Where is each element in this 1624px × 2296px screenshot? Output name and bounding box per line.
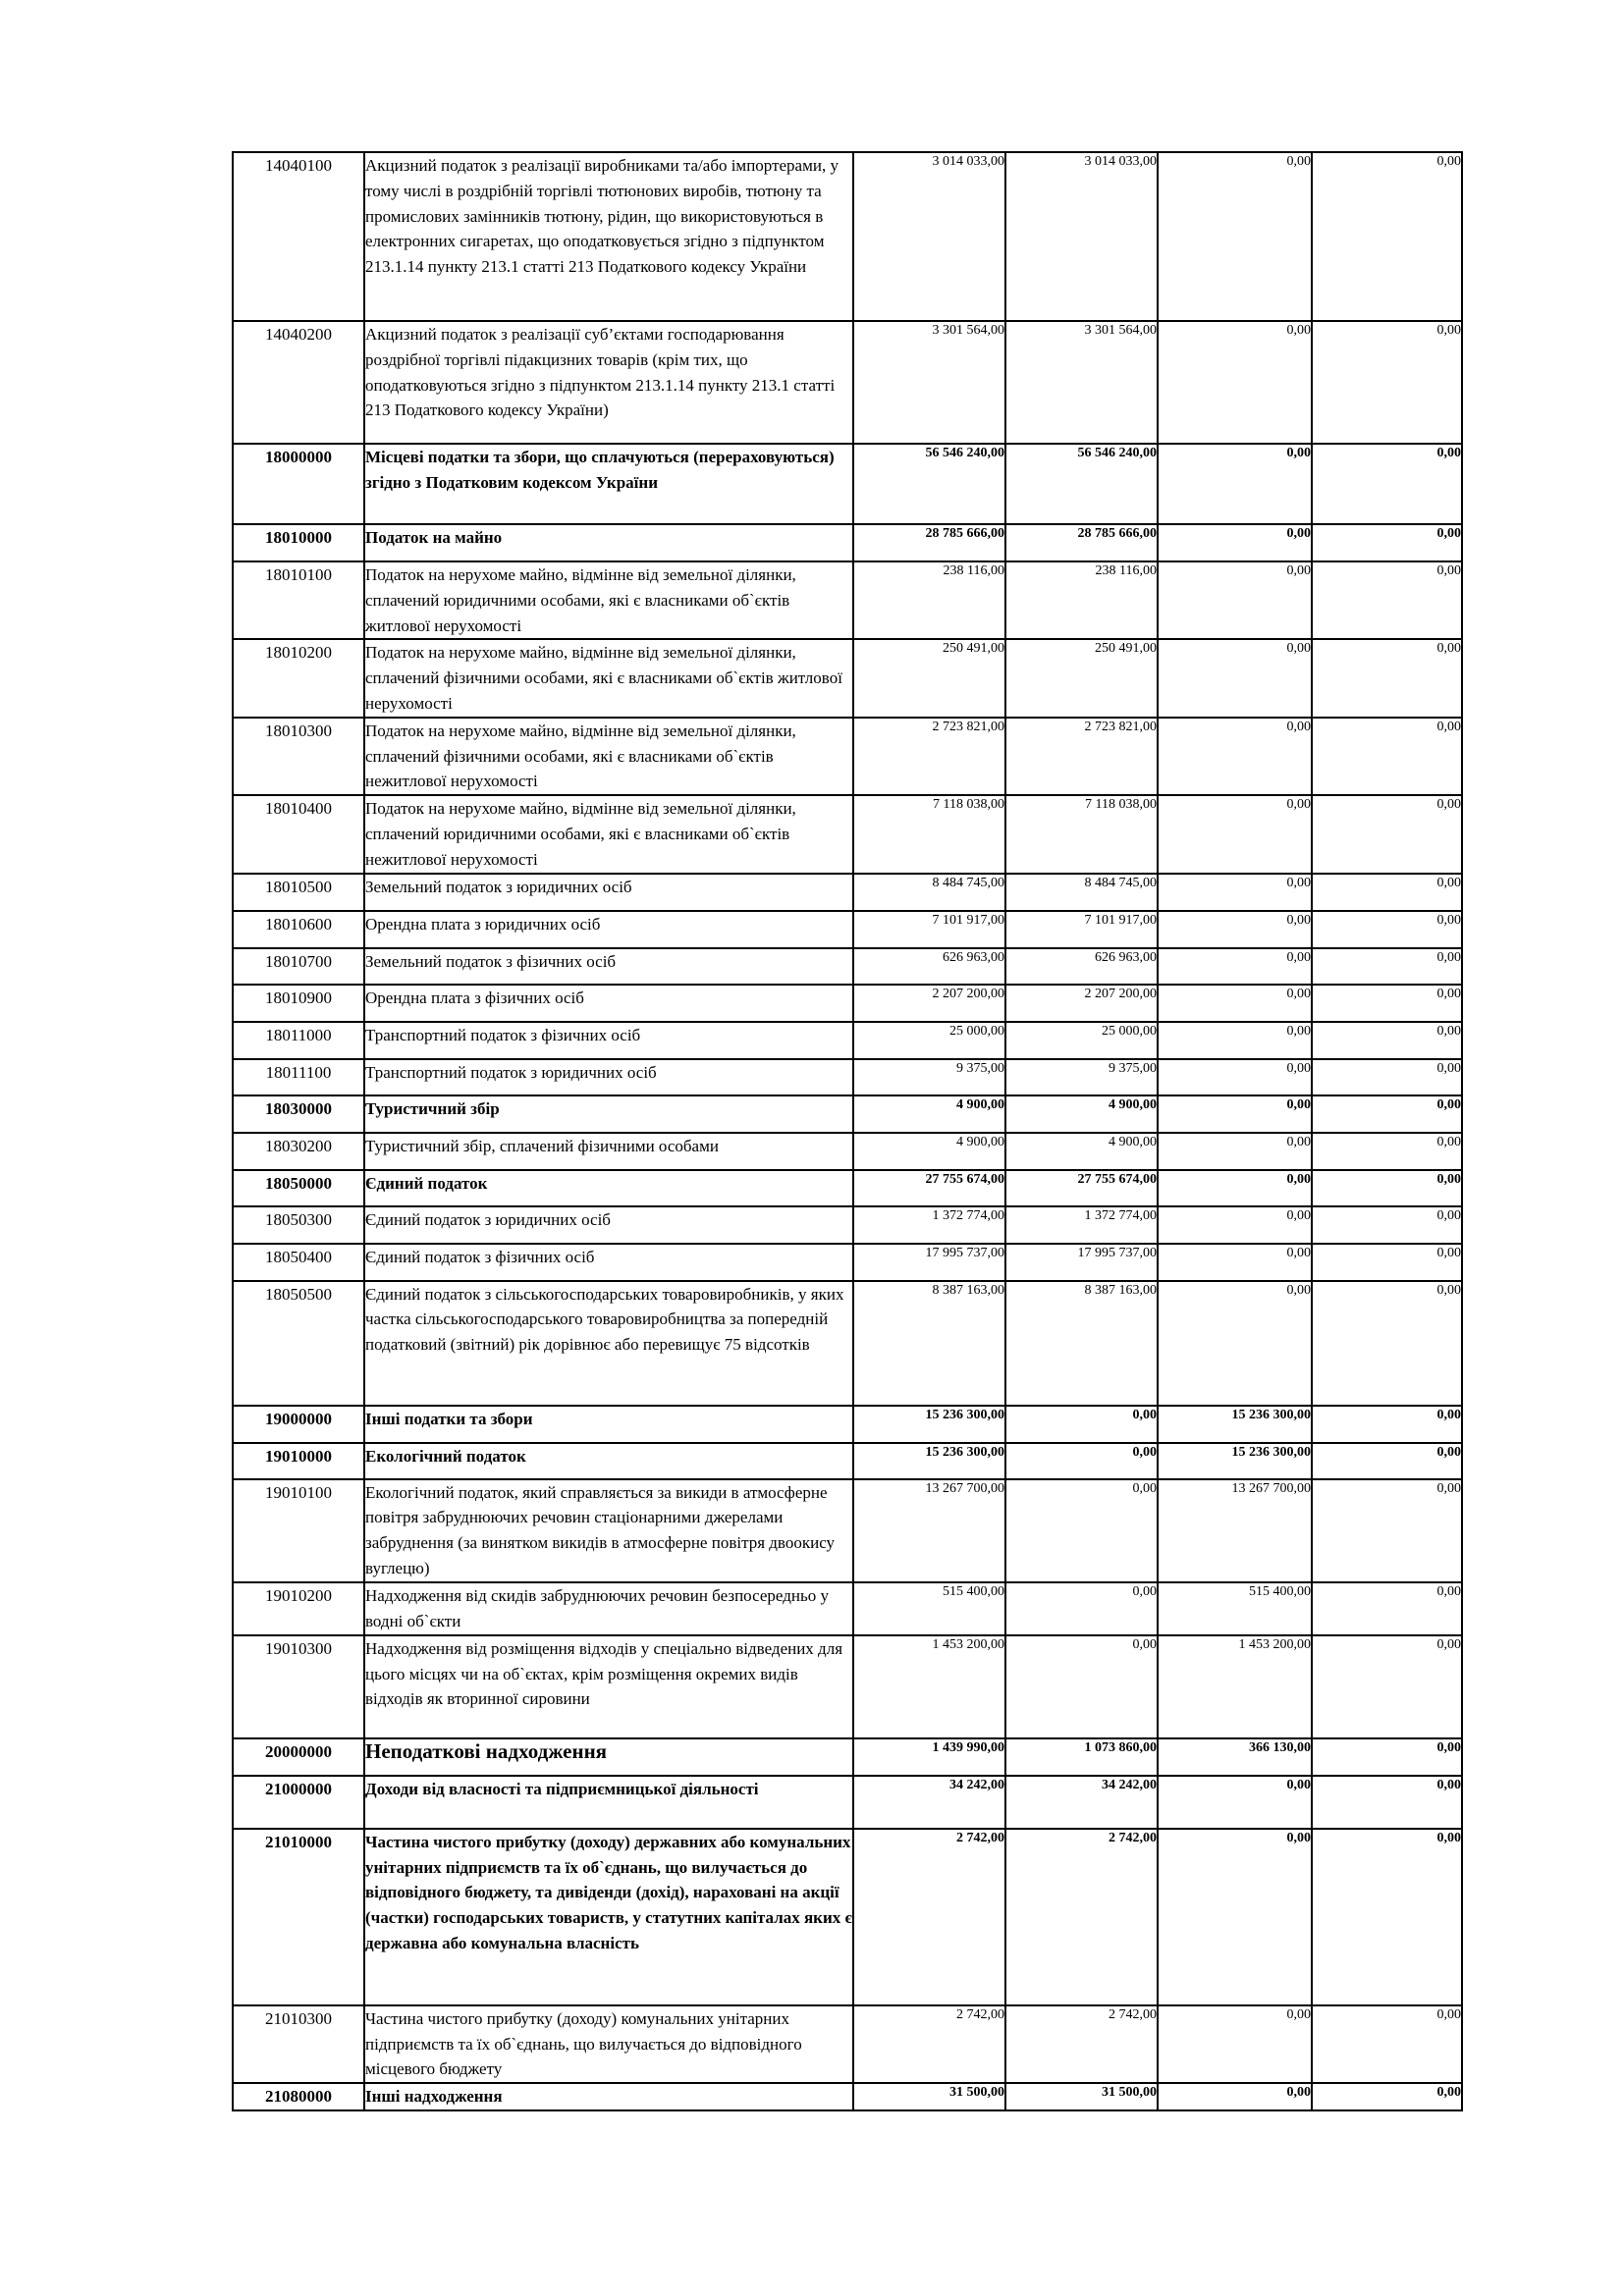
table-row — [233, 874, 1462, 911]
table-row — [233, 561, 1462, 639]
row-code: 21010300 — [233, 2005, 364, 2083]
row-total: 8 387 163,00 — [853, 1281, 1005, 1406]
row-total: 626 963,00 — [853, 948, 1005, 985]
row-special-fund: 0,00 — [1158, 152, 1312, 321]
budget-page — [232, 151, 1463, 2111]
row-development-budget: 0,00 — [1312, 1443, 1462, 1479]
row-total: 1 372 774,00 — [853, 1206, 1005, 1244]
row-name: Єдиний податок з фізичних осіб — [364, 1244, 853, 1281]
row-name: Акцизний податок з реалізації виробниками та/або імпортерами, у тому числі в роздрібній торгівлі тютюнових виробів, тютюну та промислових замінників тютюну, рідин, що використовуються в електронних сигаретах, що оподатковується згідно з підпунктом 213.1.14 пункту 213.1 статті 213 Податкового кодексу України — [364, 152, 853, 321]
row-development-budget: 0,00 — [1312, 1738, 1462, 1776]
row-code: 18010500 — [233, 874, 364, 911]
row-code: 14040200 — [233, 321, 364, 444]
row-development-budget: 0,00 — [1312, 152, 1462, 321]
table-row — [233, 524, 1462, 561]
row-general-fund: 2 207 200,00 — [1005, 985, 1158, 1022]
row-code: 18000000 — [233, 444, 364, 524]
row-general-fund: 56 546 240,00 — [1005, 444, 1158, 524]
row-total: 2 207 200,00 — [853, 985, 1005, 1022]
row-name: Інші податки та збори — [364, 1406, 853, 1443]
table-row — [233, 1244, 1462, 1281]
row-development-budget: 0,00 — [1312, 524, 1462, 561]
row-development-budget: 0,00 — [1312, 2083, 1462, 2110]
row-development-budget: 0,00 — [1312, 561, 1462, 639]
row-special-fund: 0,00 — [1158, 1095, 1312, 1133]
row-special-fund: 15 236 300,00 — [1158, 1443, 1312, 1479]
row-development-budget: 0,00 — [1312, 1635, 1462, 1738]
row-name: Транспортний податок з фізичних осіб — [364, 1022, 853, 1059]
row-code: 18050300 — [233, 1206, 364, 1244]
row-development-budget: 0,00 — [1312, 1206, 1462, 1244]
row-development-budget: 0,00 — [1312, 639, 1462, 717]
row-special-fund: 0,00 — [1158, 1133, 1312, 1170]
row-special-fund: 0,00 — [1158, 948, 1312, 985]
row-general-fund: 2 723 821,00 — [1005, 718, 1158, 795]
row-name: Місцеві податки та збори, що сплачуються (перераховуються) згідно з Податковим кодексом України — [364, 444, 853, 524]
table-row — [233, 1635, 1462, 1738]
row-code: 18011000 — [233, 1022, 364, 1059]
row-total: 17 995 737,00 — [853, 1244, 1005, 1281]
row-code: 18030000 — [233, 1095, 364, 1133]
row-development-budget: 0,00 — [1312, 1479, 1462, 1582]
row-general-fund: 0,00 — [1005, 1479, 1158, 1582]
row-special-fund: 0,00 — [1158, 524, 1312, 561]
row-code: 14040100 — [233, 152, 364, 321]
row-development-budget: 0,00 — [1312, 1059, 1462, 1095]
row-total: 15 236 300,00 — [853, 1406, 1005, 1443]
row-total: 7 118 038,00 — [853, 795, 1005, 873]
table-row — [233, 1059, 1462, 1095]
row-development-budget: 0,00 — [1312, 444, 1462, 524]
row-code: 21080000 — [233, 2083, 364, 2110]
table-row — [233, 985, 1462, 1022]
row-code: 20000000 — [233, 1738, 364, 1776]
table-row — [233, 152, 1462, 321]
table-row — [233, 1829, 1462, 2005]
row-name: Екологічний податок, який справляється за викиди в атмосферне повітря забруднюючих речовин стаціонарними джерелами забруднення (за винятком викидів в атмосферне повітря двоокису вуглецю) — [364, 1479, 853, 1582]
row-name: Туристичний збір — [364, 1095, 853, 1133]
row-name: Єдиний податок — [364, 1170, 853, 1206]
row-general-fund: 0,00 — [1005, 1406, 1158, 1443]
row-total: 1 453 200,00 — [853, 1635, 1005, 1738]
row-total: 2 723 821,00 — [853, 718, 1005, 795]
row-total: 1 439 990,00 — [853, 1738, 1005, 1776]
row-total: 34 242,00 — [853, 1776, 1005, 1829]
row-total: 15 236 300,00 — [853, 1443, 1005, 1479]
row-development-budget: 0,00 — [1312, 795, 1462, 873]
row-total: 31 500,00 — [853, 2083, 1005, 2110]
row-development-budget: 0,00 — [1312, 1406, 1462, 1443]
row-total: 13 267 700,00 — [853, 1479, 1005, 1582]
table-row — [233, 718, 1462, 795]
row-name: Екологічний податок — [364, 1443, 853, 1479]
row-general-fund: 7 101 917,00 — [1005, 911, 1158, 948]
row-total: 3 301 564,00 — [853, 321, 1005, 444]
row-general-fund: 8 387 163,00 — [1005, 1281, 1158, 1406]
row-code: 21000000 — [233, 1776, 364, 1829]
row-code: 18050000 — [233, 1170, 364, 1206]
row-total: 4 900,00 — [853, 1095, 1005, 1133]
row-development-budget: 0,00 — [1312, 1776, 1462, 1829]
row-total: 27 755 674,00 — [853, 1170, 1005, 1206]
row-special-fund: 0,00 — [1158, 1829, 1312, 2005]
row-general-fund: 1 372 774,00 — [1005, 1206, 1158, 1244]
table-row — [233, 1022, 1462, 1059]
table-row — [233, 2005, 1462, 2083]
row-name: Орендна плата з фізичних осіб — [364, 985, 853, 1022]
row-special-fund: 0,00 — [1158, 1170, 1312, 1206]
row-general-fund: 25 000,00 — [1005, 1022, 1158, 1059]
row-development-budget: 0,00 — [1312, 321, 1462, 444]
row-code: 18010400 — [233, 795, 364, 873]
row-name: Орендна плата з юридичних осіб — [364, 911, 853, 948]
row-special-fund: 0,00 — [1158, 639, 1312, 717]
table-row — [233, 321, 1462, 444]
row-general-fund: 8 484 745,00 — [1005, 874, 1158, 911]
table-row — [233, 1206, 1462, 1244]
row-name: Земельний податок з фізичних осіб — [364, 948, 853, 985]
row-total: 8 484 745,00 — [853, 874, 1005, 911]
row-special-fund: 0,00 — [1158, 718, 1312, 795]
row-general-fund: 4 900,00 — [1005, 1133, 1158, 1170]
row-code: 18050500 — [233, 1281, 364, 1406]
row-special-fund: 0,00 — [1158, 985, 1312, 1022]
row-name: Земельний податок з юридичних осіб — [364, 874, 853, 911]
row-total: 4 900,00 — [853, 1133, 1005, 1170]
row-general-fund: 2 742,00 — [1005, 2005, 1158, 2083]
row-general-fund: 626 963,00 — [1005, 948, 1158, 985]
row-development-budget: 0,00 — [1312, 911, 1462, 948]
row-total: 250 491,00 — [853, 639, 1005, 717]
row-code: 19010300 — [233, 1635, 364, 1738]
table-row — [233, 639, 1462, 717]
row-special-fund: 1 453 200,00 — [1158, 1635, 1312, 1738]
row-total: 3 014 033,00 — [853, 152, 1005, 321]
row-development-budget: 0,00 — [1312, 1829, 1462, 2005]
row-general-fund: 17 995 737,00 — [1005, 1244, 1158, 1281]
row-development-budget: 0,00 — [1312, 1244, 1462, 1281]
row-name: Податок на нерухоме майно, відмінне від земельної ділянки, сплачений юридичними особами, які є власниками об`єктів житлової нерухомості — [364, 561, 853, 639]
row-total: 9 375,00 — [853, 1059, 1005, 1095]
row-development-budget: 0,00 — [1312, 948, 1462, 985]
row-code: 18010600 — [233, 911, 364, 948]
row-general-fund: 34 242,00 — [1005, 1776, 1158, 1829]
row-code: 19010000 — [233, 1443, 364, 1479]
revenue-table — [232, 151, 1463, 2111]
row-development-budget: 0,00 — [1312, 1170, 1462, 1206]
row-name: Акцизний податок з реалізації суб’єктами господарювання роздрібної торгівлі підакцизних товарів (крім тих, що оподатковуються згідно з підпунктом 213.1.14 пункту 213.1 статті 213 Податкового кодексу України) — [364, 321, 853, 444]
row-special-fund: 0,00 — [1158, 911, 1312, 948]
row-name: Податок на нерухоме майно, відмінне від земельної ділянки, сплачений юридичними особами, які є власниками об`єктів нежитлової нерухомості — [364, 795, 853, 873]
row-special-fund: 0,00 — [1158, 1244, 1312, 1281]
row-special-fund: 0,00 — [1158, 444, 1312, 524]
row-name: Транспортний податок з юридичних осіб — [364, 1059, 853, 1095]
row-name: Надходження від розміщення відходів у спеціально відведених для цього місцях чи на об`єктах, крім розміщення окремих видів відходів як вторинної сировини — [364, 1635, 853, 1738]
row-special-fund: 0,00 — [1158, 2083, 1312, 2110]
row-general-fund: 7 118 038,00 — [1005, 795, 1158, 873]
row-development-budget: 0,00 — [1312, 985, 1462, 1022]
row-name: Надходження від скидів забруднюючих речовин безпосередньо у водні об`єкти — [364, 1582, 853, 1635]
table-row — [233, 444, 1462, 524]
row-special-fund: 0,00 — [1158, 1206, 1312, 1244]
row-name: Податок на нерухоме майно, відмінне від земельної ділянки, сплачений фізичними особами, які є власниками об`єктів житлової нерухомості — [364, 639, 853, 717]
row-code: 18030200 — [233, 1133, 364, 1170]
table-row — [233, 1095, 1462, 1133]
row-general-fund: 1 073 860,00 — [1005, 1738, 1158, 1776]
row-special-fund: 0,00 — [1158, 1022, 1312, 1059]
row-name: Єдиний податок з юридичних осіб — [364, 1206, 853, 1244]
row-code: 19010100 — [233, 1479, 364, 1582]
row-general-fund: 0,00 — [1005, 1635, 1158, 1738]
row-special-fund: 0,00 — [1158, 1281, 1312, 1406]
table-row — [233, 1133, 1462, 1170]
row-name: Доходи від власності та підприємницької діяльності — [364, 1776, 853, 1829]
table-row — [233, 1281, 1462, 1406]
row-special-fund: 0,00 — [1158, 1059, 1312, 1095]
row-development-budget: 0,00 — [1312, 2005, 1462, 2083]
row-development-budget: 0,00 — [1312, 1582, 1462, 1635]
table-row — [233, 1406, 1462, 1443]
row-total: 56 546 240,00 — [853, 444, 1005, 524]
row-general-fund: 0,00 — [1005, 1582, 1158, 1635]
row-code: 18011100 — [233, 1059, 364, 1095]
row-special-fund: 15 236 300,00 — [1158, 1406, 1312, 1443]
row-general-fund: 3 014 033,00 — [1005, 152, 1158, 321]
row-special-fund: 0,00 — [1158, 2005, 1312, 2083]
row-general-fund: 27 755 674,00 — [1005, 1170, 1158, 1206]
row-development-budget: 0,00 — [1312, 718, 1462, 795]
row-code: 18010900 — [233, 985, 364, 1022]
row-name: Частина чистого прибутку (доходу) державних або комунальних унітарних підприємств та їх об`єднань, що вилучається до відповідного бюджету, та дивіденди (дохід), нараховані на акції (частки) господарських товариств, у статутних капіталах яких є державна або комунальна власність — [364, 1829, 853, 2005]
row-general-fund: 3 301 564,00 — [1005, 321, 1158, 444]
row-special-fund: 366 130,00 — [1158, 1738, 1312, 1776]
row-special-fund: 515 400,00 — [1158, 1582, 1312, 1635]
row-code: 18010700 — [233, 948, 364, 985]
row-general-fund: 2 742,00 — [1005, 1829, 1158, 2005]
row-general-fund: 31 500,00 — [1005, 2083, 1158, 2110]
row-code: 21010000 — [233, 1829, 364, 2005]
row-name: Туристичний збір, сплачений фізичними особами — [364, 1133, 853, 1170]
table-row — [233, 1443, 1462, 1479]
row-special-fund: 0,00 — [1158, 1776, 1312, 1829]
table-row — [233, 1582, 1462, 1635]
table-row — [233, 2083, 1462, 2110]
row-total: 28 785 666,00 — [853, 524, 1005, 561]
row-development-budget: 0,00 — [1312, 1095, 1462, 1133]
table-row — [233, 948, 1462, 985]
row-total: 7 101 917,00 — [853, 911, 1005, 948]
table-row — [233, 1479, 1462, 1582]
row-general-fund: 9 375,00 — [1005, 1059, 1158, 1095]
row-development-budget: 0,00 — [1312, 874, 1462, 911]
row-general-fund: 250 491,00 — [1005, 639, 1158, 717]
row-general-fund: 28 785 666,00 — [1005, 524, 1158, 561]
row-code: 19000000 — [233, 1406, 364, 1443]
row-code: 18010000 — [233, 524, 364, 561]
row-name: Частина чистого прибутку (доходу) комунальних унітарних підприємств та їх об`єднань, що вилучається до відповідного місцевого бюджету — [364, 2005, 853, 2083]
row-code: 19010200 — [233, 1582, 364, 1635]
row-development-budget: 0,00 — [1312, 1022, 1462, 1059]
table-row — [233, 1738, 1462, 1776]
table-row — [233, 911, 1462, 948]
row-name: Неподаткові надходження — [364, 1738, 853, 1776]
row-name: Податок на майно — [364, 524, 853, 561]
row-code: 18010100 — [233, 561, 364, 639]
row-development-budget: 0,00 — [1312, 1281, 1462, 1406]
row-total: 2 742,00 — [853, 1829, 1005, 2005]
table-row — [233, 1170, 1462, 1206]
row-name: Єдиний податок з сільськогосподарських товаровиробників, у яких частка сільськогосподарського товаровиробництва за попередній податковий (звітний) рік дорівнює або перевищує 75 відсотків — [364, 1281, 853, 1406]
row-name: Податок на нерухоме майно, відмінне від земельної ділянки, сплачений фізичними особами, які є власниками об`єктів нежитлової нерухомості — [364, 718, 853, 795]
row-total: 2 742,00 — [853, 2005, 1005, 2083]
table-row — [233, 795, 1462, 873]
row-general-fund: 238 116,00 — [1005, 561, 1158, 639]
row-code: 18010200 — [233, 639, 364, 717]
row-special-fund: 0,00 — [1158, 561, 1312, 639]
row-special-fund: 0,00 — [1158, 321, 1312, 444]
row-general-fund: 0,00 — [1005, 1443, 1158, 1479]
row-general-fund: 4 900,00 — [1005, 1095, 1158, 1133]
row-total: 25 000,00 — [853, 1022, 1005, 1059]
row-development-budget: 0,00 — [1312, 1133, 1462, 1170]
row-name: Інші надходження — [364, 2083, 853, 2110]
row-special-fund: 0,00 — [1158, 874, 1312, 911]
row-special-fund: 0,00 — [1158, 795, 1312, 873]
table-row — [233, 1776, 1462, 1829]
row-total: 515 400,00 — [853, 1582, 1005, 1635]
row-code: 18010300 — [233, 718, 364, 795]
row-special-fund: 13 267 700,00 — [1158, 1479, 1312, 1582]
row-code: 18050400 — [233, 1244, 364, 1281]
row-total: 238 116,00 — [853, 561, 1005, 639]
